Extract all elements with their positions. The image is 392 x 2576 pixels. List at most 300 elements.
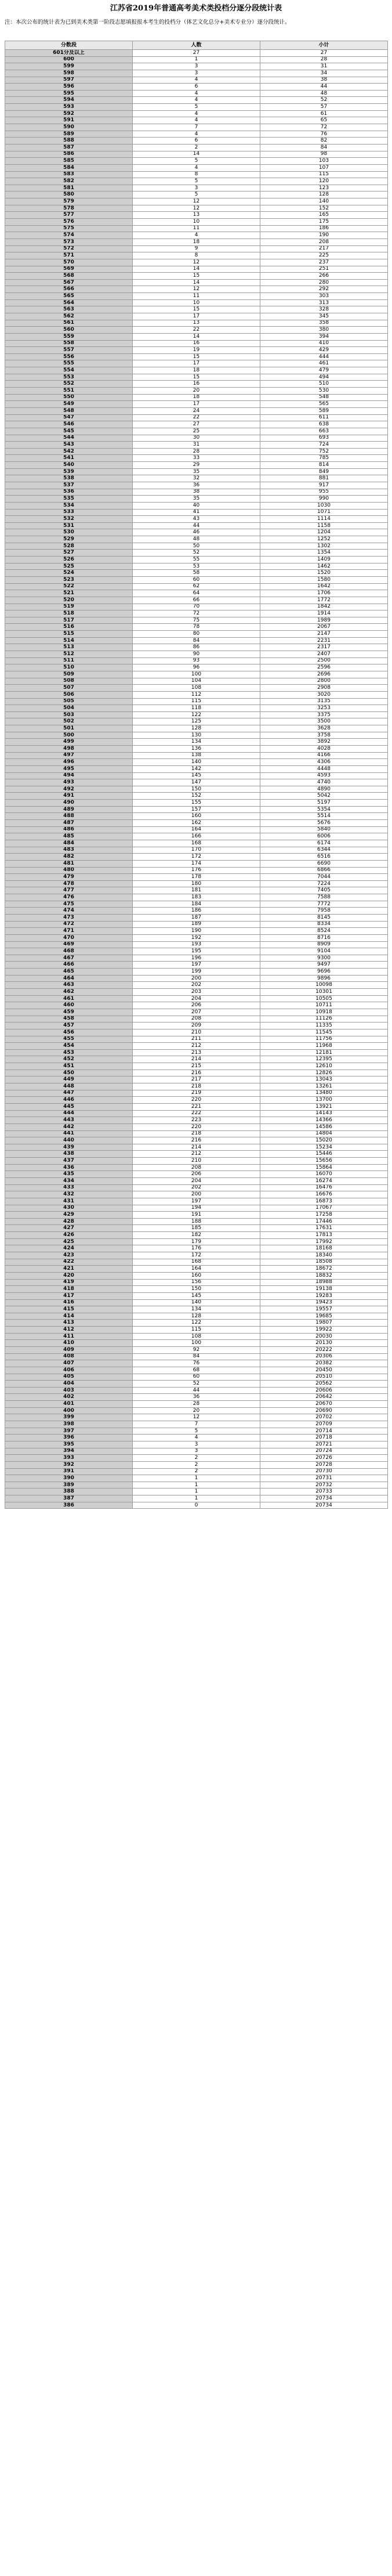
cumulative-cell: 11126 (260, 1016, 388, 1023)
count-cell: 5 (133, 1428, 260, 1435)
table-row (5, 948, 388, 955)
count-cell: 138 (133, 752, 260, 759)
score-cell: 391 (5, 1468, 133, 1475)
score-cell: 410 (5, 1340, 133, 1347)
score-cell: 538 (5, 475, 133, 482)
cumulative-cell: 4306 (260, 759, 388, 766)
count-cell: 8 (133, 252, 260, 259)
count-cell: 11 (133, 225, 260, 232)
score-cell: 393 (5, 1455, 133, 1462)
cumulative-cell: 1520 (260, 570, 388, 577)
table-row (5, 995, 388, 1002)
table-row (5, 56, 388, 63)
table-row (5, 928, 388, 935)
score-cell: 576 (5, 219, 133, 226)
cumulative-cell: 1114 (260, 516, 388, 523)
table-row (5, 664, 388, 671)
cumulative-cell: 4448 (260, 765, 388, 772)
table-row (5, 1461, 388, 1468)
count-cell: 214 (133, 1056, 260, 1063)
score-cell: 413 (5, 1320, 133, 1327)
table-row (5, 1002, 388, 1009)
table-row (5, 732, 388, 739)
count-cell: 104 (133, 678, 260, 685)
count-cell: 0 (133, 1502, 260, 1509)
score-cell: 584 (5, 164, 133, 171)
cumulative-cell: 16873 (260, 1198, 388, 1205)
cumulative-cell: 20734 (260, 1495, 388, 1502)
cumulative-cell: 10098 (260, 982, 388, 989)
score-cell: 550 (5, 394, 133, 401)
count-cell: 7 (133, 1421, 260, 1428)
table-row (5, 401, 388, 408)
table-row (5, 1123, 388, 1130)
score-cell: 599 (5, 63, 133, 70)
count-cell: 60 (133, 1374, 260, 1381)
count-cell: 145 (133, 772, 260, 779)
cumulative-cell: 313 (260, 299, 388, 306)
cumulative-cell: 52 (260, 97, 388, 104)
cumulative-cell: 2147 (260, 631, 388, 638)
table-row (5, 1455, 388, 1462)
cumulative-cell: 13043 (260, 1076, 388, 1083)
score-cell: 515 (5, 631, 133, 638)
table-row (5, 306, 388, 313)
cumulative-cell: 20714 (260, 1428, 388, 1435)
score-cell: 498 (5, 745, 133, 752)
score-cell: 553 (5, 374, 133, 381)
cumulative-cell: 20222 (260, 1347, 388, 1354)
score-cell: 540 (5, 462, 133, 469)
score-cell: 547 (5, 414, 133, 421)
table-row (5, 705, 388, 712)
table-row (5, 847, 388, 854)
count-cell: 185 (133, 1225, 260, 1232)
cumulative-cell: 17067 (260, 1205, 388, 1212)
score-cell: 392 (5, 1461, 133, 1468)
score-cell: 483 (5, 847, 133, 854)
cumulative-cell: 12395 (260, 1056, 388, 1063)
count-cell: 210 (133, 1158, 260, 1165)
count-cell: 172 (133, 1252, 260, 1259)
count-cell: 202 (133, 1184, 260, 1191)
table-row (5, 131, 388, 138)
score-cell: 562 (5, 313, 133, 320)
score-cell: 593 (5, 104, 133, 111)
score-cell: 506 (5, 691, 133, 698)
count-cell: 50 (133, 543, 260, 550)
count-cell: 41 (133, 509, 260, 516)
table-row (5, 110, 388, 117)
cumulative-cell: 2231 (260, 637, 388, 644)
table-row (5, 1313, 388, 1320)
cumulative-cell: 2800 (260, 678, 388, 685)
count-cell: 160 (133, 1272, 260, 1279)
count-cell: 200 (133, 1191, 260, 1198)
count-cell: 15 (133, 306, 260, 313)
cumulative-cell: 8334 (260, 921, 388, 928)
count-cell: 13 (133, 320, 260, 327)
table-row (5, 1252, 388, 1259)
table-row (5, 644, 388, 651)
score-cell: 523 (5, 576, 133, 583)
table-row (5, 1029, 388, 1036)
score-cell: 600 (5, 56, 133, 63)
table-row (5, 455, 388, 462)
table-row (5, 1299, 388, 1306)
score-cell: 472 (5, 921, 133, 928)
cumulative-cell: 20030 (260, 1333, 388, 1340)
count-cell: 4 (133, 164, 260, 171)
table-row (5, 1151, 388, 1158)
score-cell: 430 (5, 1205, 133, 1212)
table-row (5, 1205, 388, 1212)
table-body (5, 50, 388, 1509)
cumulative-cell: 2908 (260, 685, 388, 692)
score-cell: 440 (5, 1137, 133, 1144)
score-cell: 422 (5, 1259, 133, 1266)
count-cell: 7 (133, 124, 260, 131)
table-row (5, 1428, 388, 1435)
table-row (5, 252, 388, 259)
score-cell: 534 (5, 502, 133, 509)
cumulative-cell: 20730 (260, 1468, 388, 1475)
table-row (5, 1495, 388, 1502)
table-row (5, 854, 388, 861)
cumulative-cell: 4740 (260, 779, 388, 786)
score-cell: 551 (5, 388, 133, 395)
count-cell: 181 (133, 887, 260, 894)
cumulative-cell: 11756 (260, 1036, 388, 1043)
table-row (5, 1083, 388, 1090)
table-row (5, 955, 388, 962)
count-cell: 2 (133, 1461, 260, 1468)
score-cell: 546 (5, 421, 133, 428)
cumulative-cell: 3758 (260, 732, 388, 739)
count-cell: 22 (133, 327, 260, 334)
table-row (5, 239, 388, 245)
score-cell: 531 (5, 522, 133, 529)
header-count: 人数 (133, 41, 260, 50)
count-cell: 128 (133, 1313, 260, 1320)
count-cell: 14 (133, 151, 260, 158)
table-row (5, 1117, 388, 1124)
score-cell: 574 (5, 232, 133, 239)
table-row (5, 590, 388, 597)
score-cell: 511 (5, 657, 133, 664)
cumulative-cell: 1204 (260, 529, 388, 536)
count-cell: 6 (133, 84, 260, 91)
cumulative-cell: 31 (260, 63, 388, 70)
score-cell: 535 (5, 496, 133, 503)
cumulative-cell: 380 (260, 327, 388, 334)
score-cell: 558 (5, 340, 133, 347)
table-row (5, 1043, 388, 1050)
cumulative-cell: 20562 (260, 1381, 388, 1388)
score-cell: 575 (5, 225, 133, 232)
table-row (5, 962, 388, 969)
count-cell: 18 (133, 239, 260, 245)
table-row (5, 604, 388, 610)
score-cell: 501 (5, 725, 133, 732)
score-cell: 557 (5, 347, 133, 354)
count-cell: 3 (133, 1441, 260, 1448)
score-cell: 386 (5, 1502, 133, 1509)
score-cell: 404 (5, 1381, 133, 1388)
count-cell: 20 (133, 388, 260, 395)
score-cell: 417 (5, 1292, 133, 1299)
table-row (5, 813, 388, 820)
score-cell: 516 (5, 624, 133, 631)
score-cell: 588 (5, 138, 133, 144)
cumulative-cell: 20724 (260, 1448, 388, 1455)
table-row (5, 1292, 388, 1299)
table-row (5, 232, 388, 239)
count-cell: 68 (133, 1367, 260, 1374)
score-cell: 554 (5, 367, 133, 374)
table-row (5, 860, 388, 867)
score-cell: 552 (5, 381, 133, 388)
count-cell: 84 (133, 637, 260, 644)
score-cell: 514 (5, 637, 133, 644)
score-cell: 533 (5, 509, 133, 516)
count-cell: 176 (133, 1245, 260, 1252)
score-cell: 435 (5, 1171, 133, 1178)
table-row (5, 874, 388, 881)
count-cell: 4 (133, 232, 260, 239)
score-cell: 567 (5, 279, 133, 286)
cumulative-cell: 115 (260, 171, 388, 178)
cumulative-cell: 5840 (260, 826, 388, 833)
table-row (5, 50, 388, 57)
table-row (5, 745, 388, 752)
cumulative-cell: 2500 (260, 657, 388, 664)
score-cell: 489 (5, 806, 133, 813)
cumulative-cell: 1158 (260, 522, 388, 529)
score-cell: 444 (5, 1110, 133, 1117)
cumulative-cell: 955 (260, 489, 388, 496)
count-cell: 179 (133, 1238, 260, 1245)
table-row (5, 657, 388, 664)
count-cell: 19 (133, 347, 260, 354)
score-cell: 442 (5, 1123, 133, 1130)
count-cell: 17 (133, 401, 260, 408)
table-row (5, 1225, 388, 1232)
cumulative-cell: 17813 (260, 1232, 388, 1239)
table-row (5, 1198, 388, 1205)
score-cell: 396 (5, 1435, 133, 1441)
table-row (5, 1063, 388, 1070)
count-cell: 93 (133, 657, 260, 664)
cumulative-cell: 3135 (260, 698, 388, 705)
table-row (5, 367, 388, 374)
table-row (5, 448, 388, 455)
cumulative-cell: 190 (260, 232, 388, 239)
table-row (5, 820, 388, 827)
cumulative-cell: 18988 (260, 1279, 388, 1286)
table-row (5, 1502, 388, 1509)
count-cell: 1 (133, 56, 260, 63)
count-cell: 70 (133, 604, 260, 610)
score-cell: 548 (5, 407, 133, 414)
table-row (5, 901, 388, 908)
count-cell: 1 (133, 1482, 260, 1488)
score-cell: 460 (5, 1002, 133, 1009)
score-cell: 572 (5, 245, 133, 252)
table-row (5, 1259, 388, 1266)
count-cell: 212 (133, 1151, 260, 1158)
cumulative-cell: 565 (260, 401, 388, 408)
count-cell: 78 (133, 624, 260, 631)
count-cell: 130 (133, 732, 260, 739)
score-cell: 463 (5, 982, 133, 989)
count-cell: 22 (133, 414, 260, 421)
count-cell: 218 (133, 1130, 260, 1137)
count-cell: 184 (133, 901, 260, 908)
cumulative-cell: 103 (260, 158, 388, 165)
count-cell: 80 (133, 631, 260, 638)
count-cell: 221 (133, 1103, 260, 1110)
cumulative-cell: 13921 (260, 1103, 388, 1110)
cumulative-cell: 20726 (260, 1455, 388, 1462)
count-cell: 168 (133, 840, 260, 847)
table-row (5, 144, 388, 151)
cumulative-cell: 8909 (260, 941, 388, 948)
cumulative-cell: 785 (260, 455, 388, 462)
score-cell: 428 (5, 1218, 133, 1225)
table-row (5, 651, 388, 658)
cumulative-cell: 9896 (260, 975, 388, 982)
count-cell: 38 (133, 489, 260, 496)
score-cell: 395 (5, 1441, 133, 1448)
header-cumulative: 小计 (260, 41, 388, 50)
cumulative-cell: 1462 (260, 563, 388, 570)
table-row (5, 800, 388, 807)
count-cell: 194 (133, 1205, 260, 1212)
cumulative-cell: 266 (260, 273, 388, 280)
score-cell: 443 (5, 1117, 133, 1124)
count-cell: 118 (133, 705, 260, 712)
count-cell: 58 (133, 570, 260, 577)
score-cell: 592 (5, 110, 133, 117)
table-row (5, 63, 388, 70)
cumulative-cell: 6690 (260, 860, 388, 867)
score-cell: 470 (5, 934, 133, 941)
table-row (5, 1056, 388, 1063)
cumulative-cell: 1030 (260, 502, 388, 509)
score-cell: 471 (5, 928, 133, 935)
score-cell: 569 (5, 266, 133, 273)
count-cell: 12 (133, 205, 260, 212)
table-row (5, 880, 388, 887)
score-cell: 479 (5, 874, 133, 881)
cumulative-cell: 990 (260, 496, 388, 503)
score-cell: 508 (5, 678, 133, 685)
table-row (5, 536, 388, 543)
table-row (5, 989, 388, 996)
count-cell: 208 (133, 1016, 260, 1023)
table-row (5, 1212, 388, 1219)
table-row (5, 894, 388, 901)
cumulative-cell: 107 (260, 164, 388, 171)
cumulative-cell: 1409 (260, 557, 388, 563)
score-cell: 503 (5, 711, 133, 718)
count-cell: 112 (133, 691, 260, 698)
table-row (5, 1435, 388, 1441)
score-cell: 402 (5, 1394, 133, 1401)
cumulative-cell: 152 (260, 205, 388, 212)
table-row (5, 631, 388, 638)
score-cell: 481 (5, 860, 133, 867)
cumulative-cell: 128 (260, 192, 388, 198)
table-row (5, 806, 388, 813)
cumulative-cell: 76 (260, 131, 388, 138)
count-cell: 140 (133, 759, 260, 766)
score-cell: 455 (5, 1036, 133, 1043)
cumulative-cell: 19807 (260, 1320, 388, 1327)
table-row (5, 1441, 388, 1448)
table-row (5, 259, 388, 266)
table-row (5, 915, 388, 922)
count-cell: 178 (133, 874, 260, 881)
score-cell: 520 (5, 597, 133, 604)
score-cell: 597 (5, 77, 133, 84)
count-cell: 3 (133, 70, 260, 77)
cumulative-cell: 20670 (260, 1401, 388, 1408)
table-row (5, 570, 388, 577)
count-cell: 10 (133, 299, 260, 306)
score-cell: 527 (5, 550, 133, 557)
score-cell: 467 (5, 955, 133, 962)
table-row (5, 502, 388, 509)
score-cell: 398 (5, 1421, 133, 1428)
score-cell: 476 (5, 894, 133, 901)
table-row (5, 1488, 388, 1495)
cumulative-cell: 917 (260, 482, 388, 489)
cumulative-cell: 7588 (260, 894, 388, 901)
score-cell: 590 (5, 124, 133, 131)
cumulative-cell: 19423 (260, 1299, 388, 1306)
cumulative-cell: 6006 (260, 833, 388, 840)
cumulative-cell: 1302 (260, 543, 388, 550)
cumulative-cell: 12610 (260, 1063, 388, 1070)
cumulative-cell: 548 (260, 394, 388, 401)
count-cell: 32 (133, 475, 260, 482)
score-cell: 478 (5, 880, 133, 887)
cumulative-cell: 57 (260, 104, 388, 111)
score-cell: 419 (5, 1279, 133, 1286)
count-cell: 64 (133, 590, 260, 597)
score-cell: 405 (5, 1374, 133, 1381)
cumulative-cell: 17992 (260, 1238, 388, 1245)
count-cell: 44 (133, 1387, 260, 1394)
table-row (5, 624, 388, 631)
count-cell: 36 (133, 1394, 260, 1401)
cumulative-cell: 2317 (260, 644, 388, 651)
count-cell: 5 (133, 192, 260, 198)
page-title: 江苏省2019年普通高考美术类投档分逐分段统计表 (110, 4, 282, 13)
table-row (5, 225, 388, 232)
count-cell: 203 (133, 989, 260, 996)
score-cell: 505 (5, 698, 133, 705)
count-cell: 2 (133, 1468, 260, 1475)
table-row (5, 1076, 388, 1083)
count-cell: 90 (133, 651, 260, 658)
cumulative-cell: 5676 (260, 820, 388, 827)
table-row (5, 266, 388, 273)
cumulative-cell: 8716 (260, 934, 388, 941)
table-row (5, 691, 388, 698)
